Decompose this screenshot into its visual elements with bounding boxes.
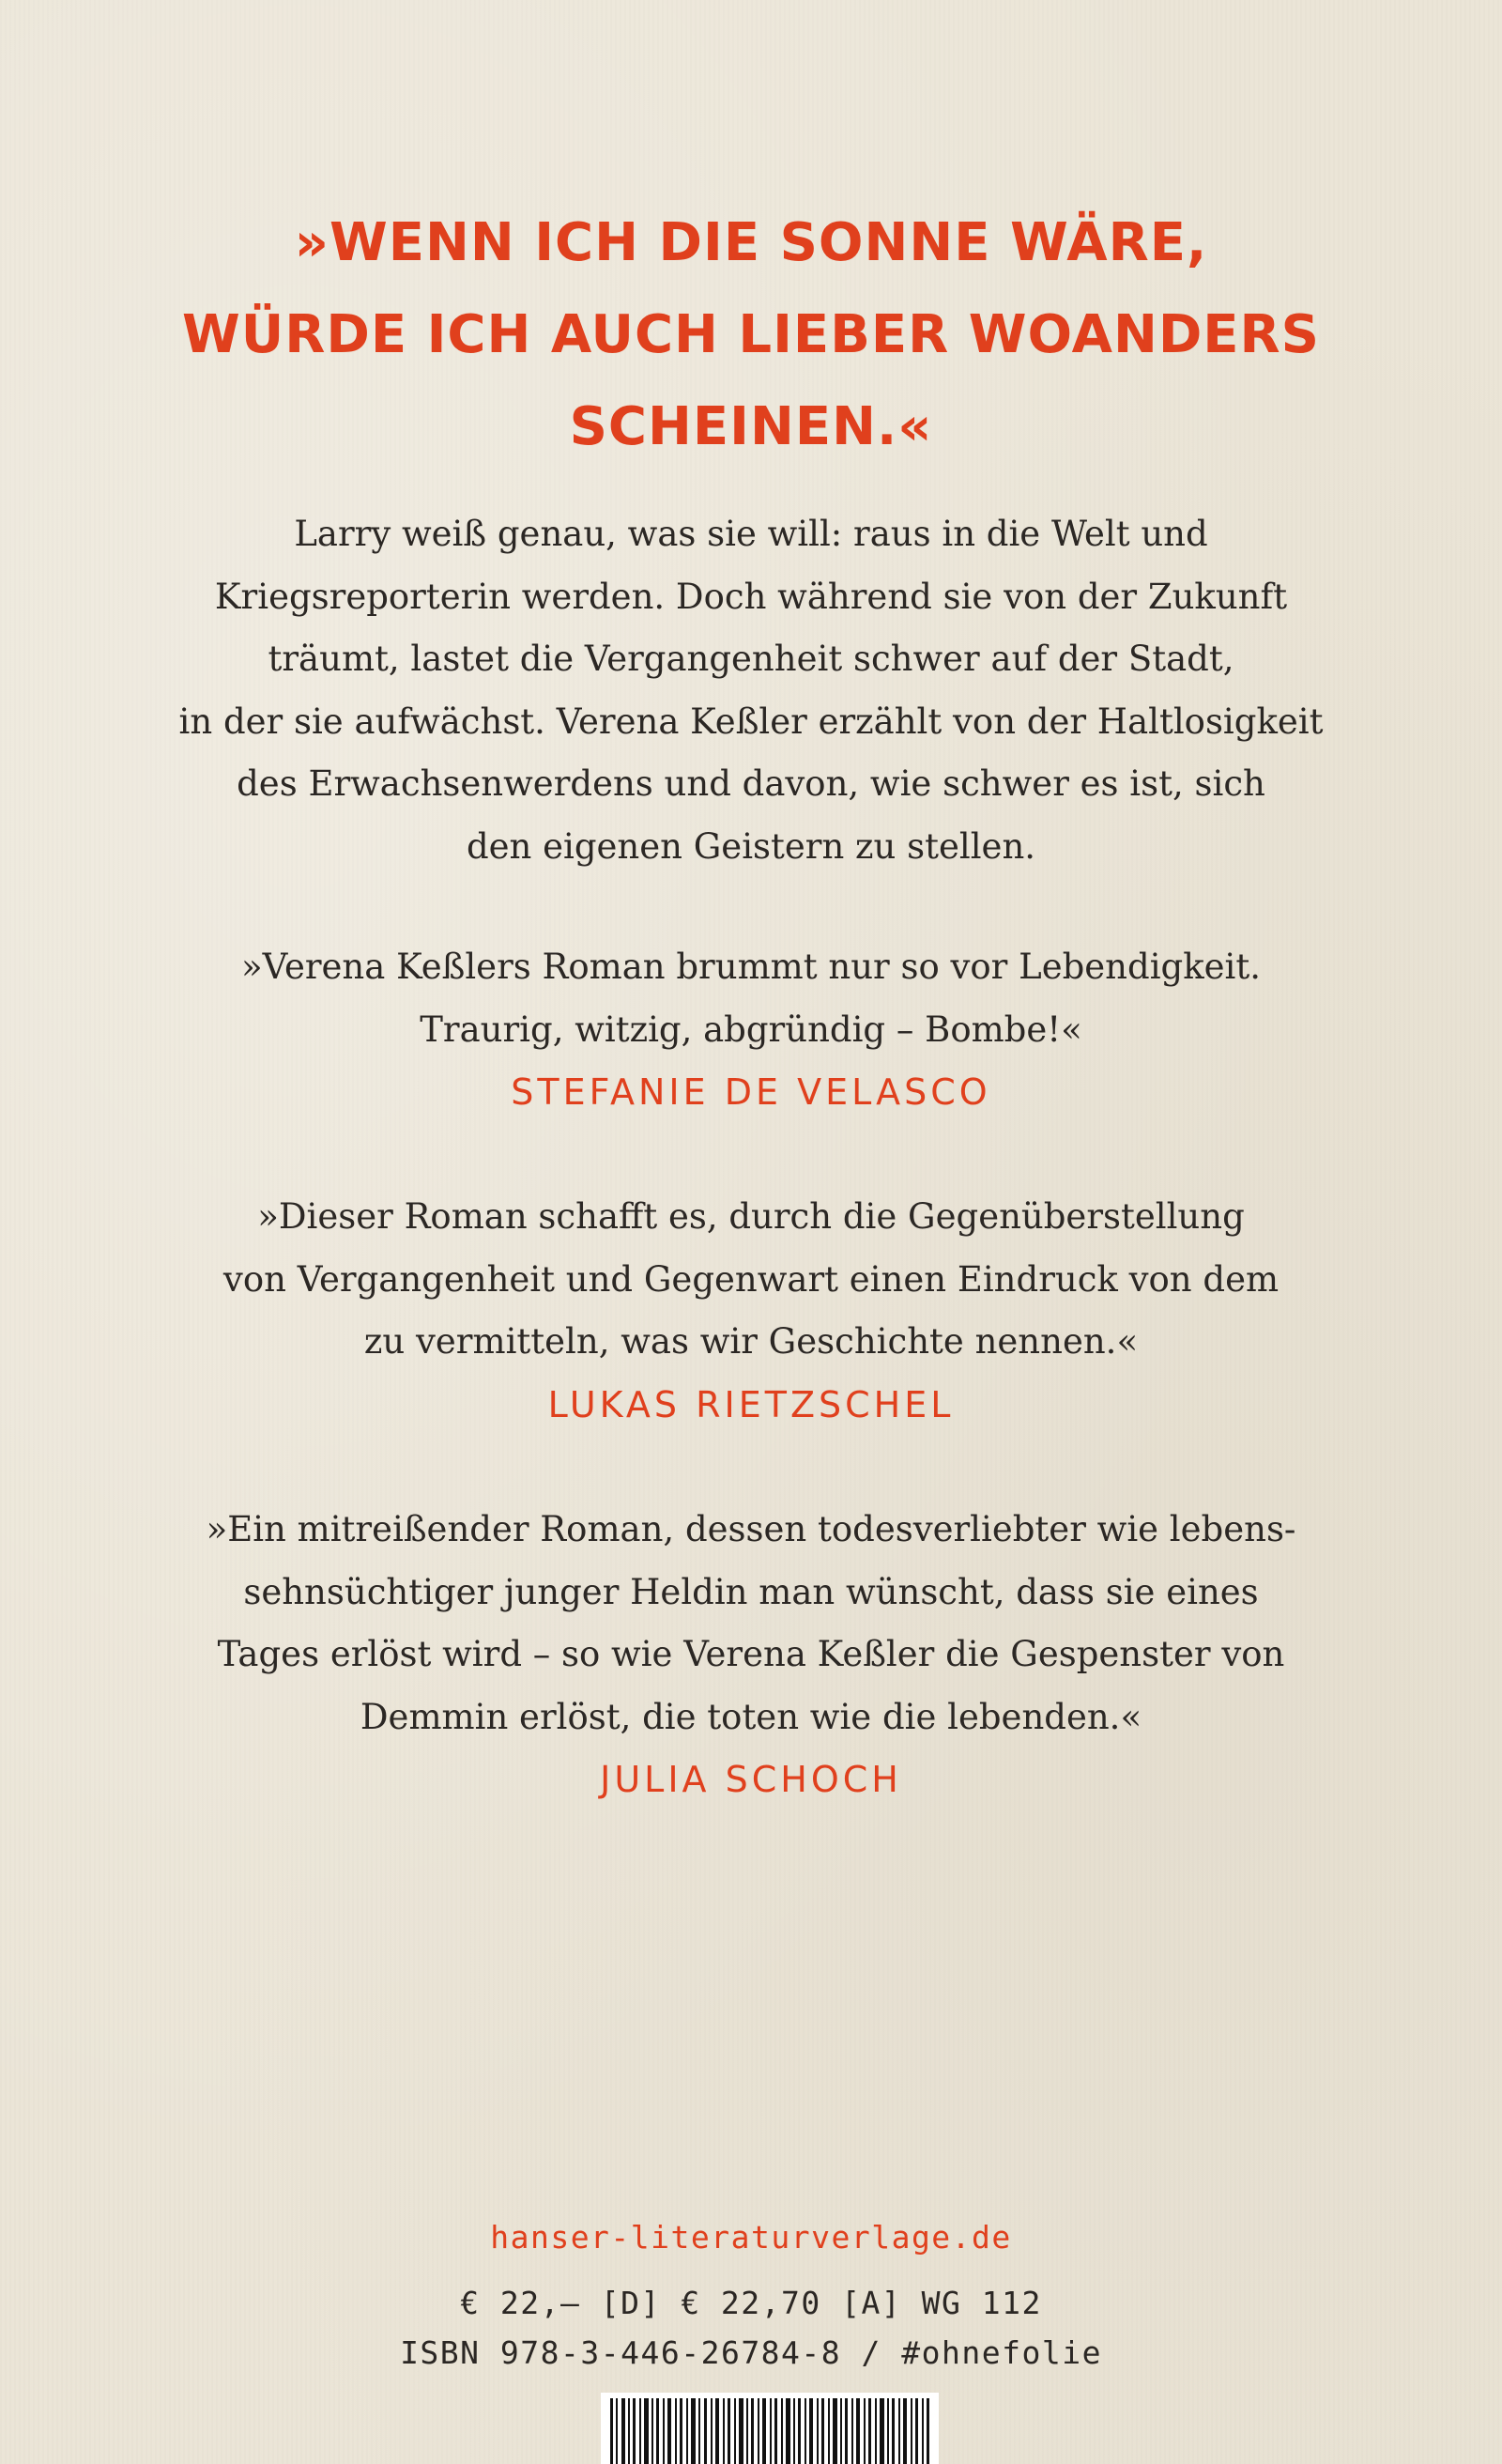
review-quote [0, 1186, 1502, 1436]
quote-line: Traurig, witzig, abgründig – Bombe!« [420, 1009, 1082, 1050]
headline-line: »WENN ICH DIE SONNE WÄRE, [294, 212, 1208, 273]
quote-line: zu vermitteln, was wir Geschichte nennen.« [363, 1321, 1139, 1362]
isbn-info: ISBN 978-3-446-26784-8 / #ohnefolie [400, 2334, 1102, 2371]
book-blurb [0, 503, 1502, 878]
quote-line: sehnsüchtiger junger Heldin man wünscht, dass sie eines [243, 1571, 1259, 1612]
quote-author: JULIA SCHOCH [600, 1759, 902, 1800]
quote-line: »Verena Keßlers Roman brummt nur so vor Lebendigkeit. [240, 947, 1261, 987]
blurb-line: Larry weiß genau, was sie will: raus in die Welt und [294, 514, 1208, 554]
blurb-line: träumt, lastet die Vergangenheit schwer auf der Stadt, [268, 639, 1234, 679]
blurb-line: den eigenen Geistern zu stellen. [466, 825, 1036, 867]
quote-line: »Ein mitreißender Roman, dessen todesverliebter wie lebens- [206, 1509, 1296, 1549]
headline-quote [0, 197, 1502, 473]
blurb-line: des Erwachsenwerdens und davon, wie schwer es ist, sich [237, 763, 1265, 804]
headline-line: SCHEINEN.« [569, 396, 933, 457]
quote-line: Tages erlöst wird – so wie Verena Keßler die Gespenster von [217, 1634, 1285, 1674]
quote-author: LUKAS RIETZSCHEL [547, 1383, 955, 1425]
review-quote [0, 1499, 1502, 1810]
barcode [601, 2393, 939, 2464]
quote-author: STEFANIE DE VELASCO [511, 1071, 991, 1113]
publisher-website: hanser-literaturverlage.de [490, 2219, 1012, 2256]
quote-line: »Dieser Roman schafft es, durch die Gegenüberstellung [257, 1196, 1245, 1237]
blurb-line: Kriegsreporterin werden. Doch während sie von der Zukunft [214, 576, 1288, 617]
headline-line: WÜRDE ICH AUCH LIEBER WOANDERS [181, 304, 1321, 365]
price-info: € 22,– [D] € 22,70 [A] WG 112 [460, 2285, 1042, 2321]
review-quote [0, 936, 1502, 1123]
barcode-icon [601, 2393, 939, 2464]
blurb-line: in der sie aufwächst. Verena Keßler erzählt von der Haltlosigkeit [178, 701, 1324, 742]
quote-line: von Vergangenheit und Gegenwart einen Eindruck von dem [222, 1258, 1280, 1300]
quote-line: Demmin erlöst, die toten wie die lebenden.« [360, 1696, 1142, 1737]
